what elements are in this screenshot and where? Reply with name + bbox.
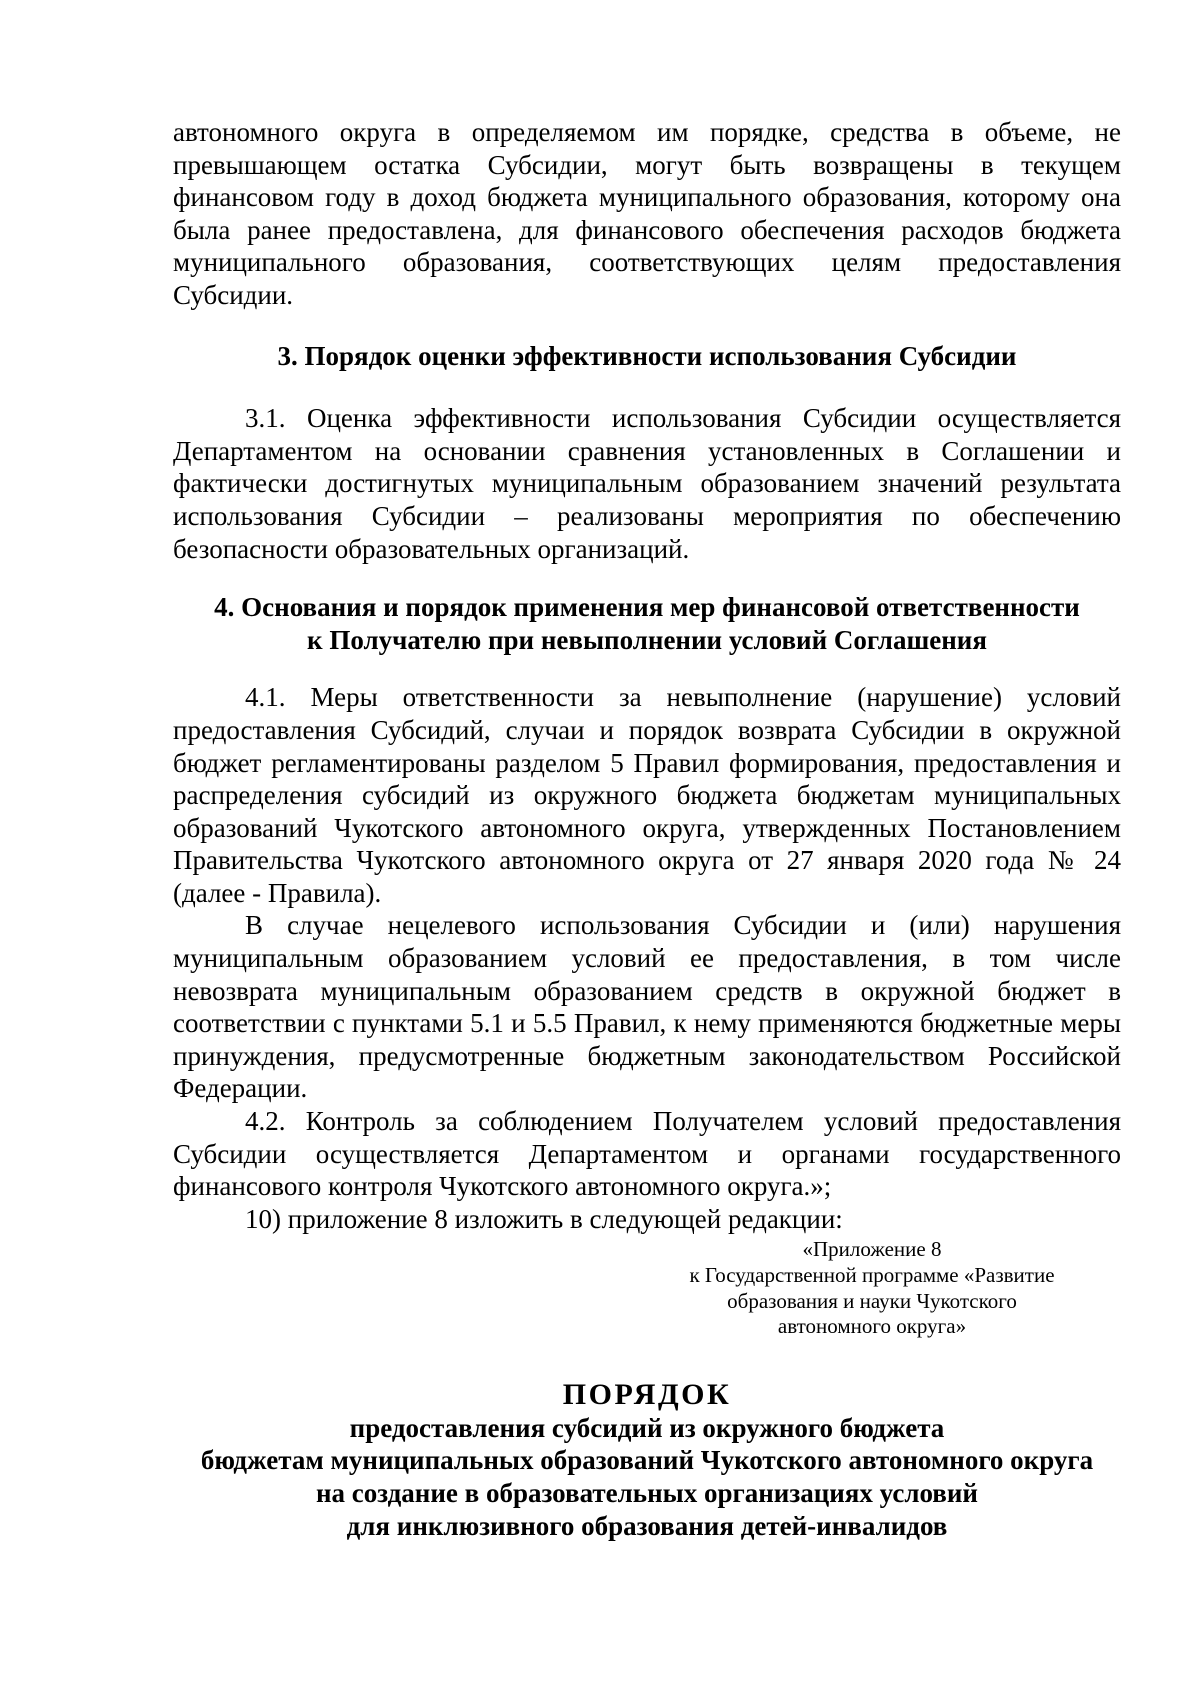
paragraph-item-10: 10) приложение 8 изложить в следующей редакции:	[245, 1203, 843, 1234]
section-4-heading-line2: к Получателю при невыполнении условий Соглашения	[307, 624, 987, 655]
appendix-line4: автономного округа»	[777, 1314, 967, 1339]
paragraph-4-1: 4.1. Меры ответственности за невыполнение (нарушение) условий предоставления Субсидий, случаи и порядок возврата Субсидии в окружной бюджет регламентированы разделом 5 Правил формирования, предоставления и распределения субсидий из окружного бюджета бюджетам муниципальных образований Чукотского автономного округа, утвержденных Постановлением Правительства Чукотского автономного округа от 27 января 2020 года № 24 (далее - Правила).	[173, 682, 1121, 908]
paragraph-4-1-b: В случае нецелевого использования Субсидии и (или) нарушения муниципальным образованием условий ее предоставления, в том числе невозврата муниципальным образованием средств в окружной бюджет в соответствии с пунктами 5.1 и 5.5 Правил, к нему применяются бюджетные меры принуждения, предусмотренные бюджетным законодательством Российской Федерации.	[173, 910, 1121, 1104]
paragraph-3-1: 3.1. Оценка эффективности использования Субсидии осуществляется Департаментом на основании сравнения установленных в Соглашении и фактически достигнутых муниципальным образованием значений результата использования Субсидии – реализованы мероприятия по обеспечению безопасности образовательных организаций.	[173, 403, 1121, 564]
section-4-heading-line1: 4. Основания и порядок применения мер финансовой ответственности	[214, 592, 1080, 623]
document-page	[173, 116, 1121, 1542]
section-4-heading	[173, 591, 1121, 656]
order-title: ПОРЯДОК	[562, 1377, 732, 1411]
section-3-heading: 3. Порядок оценки эффективности использования Субсидии	[277, 340, 1017, 371]
paragraph-4-2: 4.2. Контроль за соблюдением Получателем условий предоставления Субсидии осуществляется Департаментом и органами государственного финансового контроля Чукотского автономного округа.»;	[173, 1106, 1121, 1202]
order-subtitle	[173, 1412, 1121, 1542]
appendix-line3: образования и науки Чукотского	[727, 1288, 1017, 1313]
appendix-line2: к Государственной программе «Развитие	[689, 1263, 1055, 1287]
order-subtitle-line4: для инклюзивного образования детей-инвалидов	[346, 1510, 948, 1541]
appendix-line1: «Приложение 8	[802, 1237, 942, 1262]
order-subtitle-line1: предоставления субсидий из окружного бюджета	[349, 1412, 945, 1443]
appendix-reference	[657, 1237, 1087, 1339]
order-subtitle-line3: на создание в образовательных организациях условий	[315, 1477, 978, 1508]
order-subtitle-line2: бюджетам муниципальных образований Чукотского автономного округа	[200, 1445, 1094, 1476]
paragraph-intro: автономного округа в определяемом им порядке, средства в объеме, не превышающем остатка Субсидии, могут быть возвращены в текущем финансовом году в доход бюджета муниципального образования, которому она была ранее предоставлена, для финансового обеспечения расходов бюджета муниципального образования, соответствующих целям предоставления Субсидии.	[173, 117, 1121, 310]
